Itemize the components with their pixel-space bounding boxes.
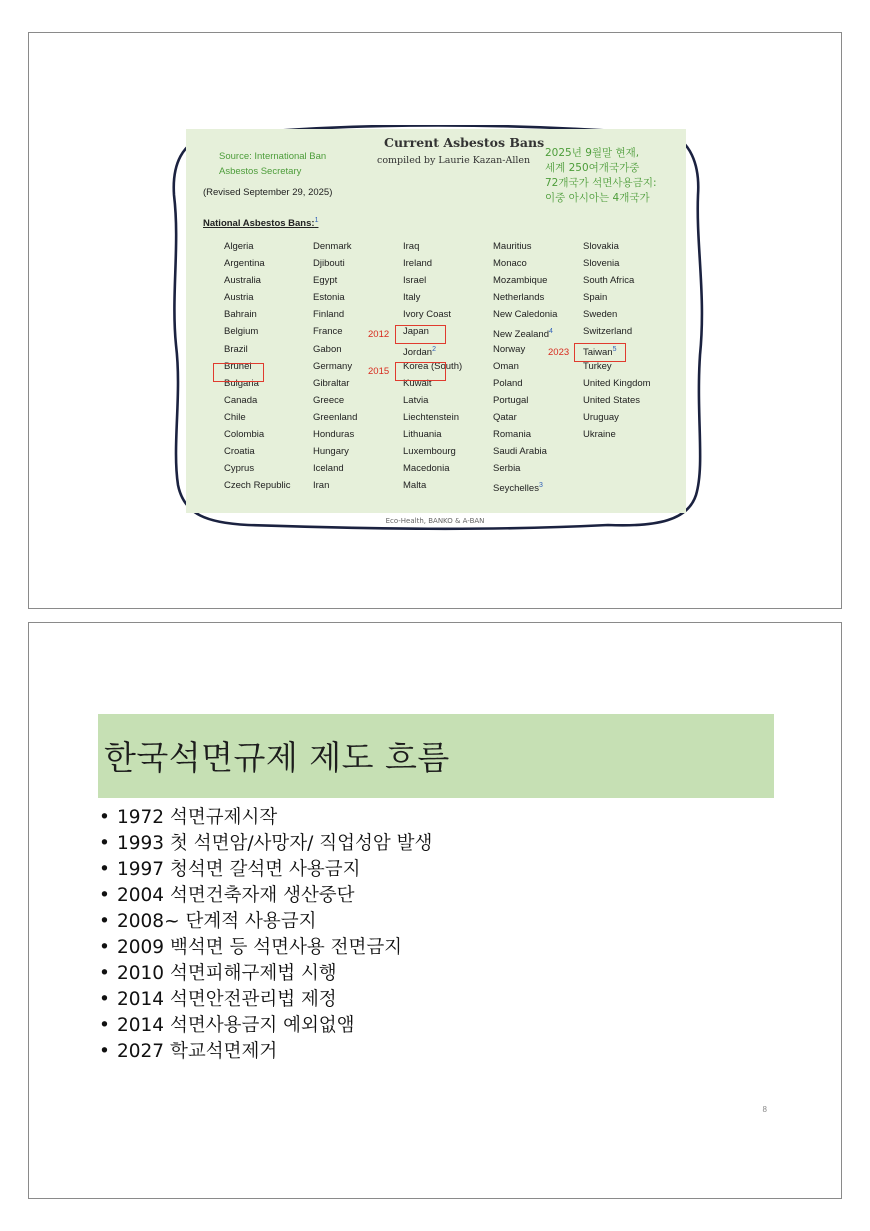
country-name: Italy xyxy=(403,292,421,304)
country-entry xyxy=(224,241,291,258)
country-name: Croatia xyxy=(224,446,255,458)
timeline-text: 1997 청석면 갈석면 사용금지 xyxy=(117,859,361,880)
country-name: Greece xyxy=(313,394,345,406)
country-name: Netherlands xyxy=(493,292,545,304)
country-entry xyxy=(313,309,357,326)
country-entry xyxy=(403,292,462,309)
country-entry xyxy=(583,241,651,258)
country-name: Turkey xyxy=(583,360,612,372)
country-name: Sweden xyxy=(583,309,618,321)
timeline-text: 2014 석면안전관리법 제정 xyxy=(117,989,337,1010)
footnote-marker: 4 xyxy=(548,328,553,336)
country-entry xyxy=(583,429,651,446)
country-entry xyxy=(403,463,462,480)
country-entry xyxy=(403,429,462,446)
country-entry xyxy=(583,258,651,275)
country-entry xyxy=(224,480,291,497)
country-name: Greenland xyxy=(313,411,358,423)
country-entry xyxy=(224,446,291,463)
country-entry xyxy=(583,326,651,343)
timeline-item xyxy=(99,805,432,831)
bullet: • xyxy=(99,937,110,958)
country-entry xyxy=(224,412,291,429)
timeline-item xyxy=(99,935,432,961)
country-name: Ukraine xyxy=(583,429,616,441)
country-entry xyxy=(313,412,357,429)
country-entry xyxy=(493,361,557,378)
country-entry xyxy=(224,463,291,480)
country-name: New Caledonia xyxy=(493,309,558,321)
country-name: Ivory Coast xyxy=(403,309,452,321)
country-entry xyxy=(313,446,357,463)
bullet: • xyxy=(99,859,110,880)
country-entry xyxy=(313,326,357,343)
country-name: Lithuania xyxy=(403,429,442,441)
korean-annotation xyxy=(545,146,705,206)
country-entry xyxy=(403,258,462,275)
country-name: United States xyxy=(583,394,641,406)
country-entry xyxy=(313,258,357,275)
country-name: Australia xyxy=(224,275,261,287)
year-mark-korea: 2015 xyxy=(368,366,390,377)
country-name: France xyxy=(313,326,343,338)
country-name: Romania xyxy=(493,429,532,441)
country-name: Colombia xyxy=(224,429,265,441)
bullet: • xyxy=(99,1015,110,1036)
country-entry xyxy=(224,292,291,309)
annotation-line: 세계 250여개국가중 xyxy=(545,162,640,174)
country-entry xyxy=(493,429,557,446)
country-entry xyxy=(403,480,462,497)
country-name: Slovakia xyxy=(583,241,619,252)
country-entry xyxy=(493,258,557,275)
bullet: • xyxy=(99,1041,110,1062)
country-name: Ireland xyxy=(403,258,433,270)
source-line: Source: International Ban xyxy=(219,151,327,162)
source-note xyxy=(219,149,359,179)
timeline-text: 2010 석면피해구제법 시행 xyxy=(117,963,337,984)
country-name: Djibouti xyxy=(313,258,345,270)
country-name: Switzerland xyxy=(583,326,633,338)
annotation-line: 2025년 9월말 현재, xyxy=(545,147,640,159)
country-name: Serbia xyxy=(493,463,521,475)
country-name: Estonia xyxy=(313,292,345,304)
country-name: Bulgaria xyxy=(224,377,259,389)
country-entry xyxy=(583,275,651,292)
country-name: Germany xyxy=(313,360,353,372)
country-name: Brazil xyxy=(224,343,248,355)
country-name: Macedonia xyxy=(403,463,450,475)
country-name: Norway xyxy=(493,343,526,355)
country-entry xyxy=(403,241,462,258)
national-bans-heading xyxy=(203,217,318,229)
country-name: Poland xyxy=(493,377,523,389)
annotation-line: 72개국가 석면사용금지: xyxy=(545,177,657,189)
timeline-item xyxy=(99,1039,432,1065)
country-name: Bahrain xyxy=(224,309,257,321)
country-name: Cyprus xyxy=(224,463,255,475)
slide-title: 한국석면규제 제도 흐름 xyxy=(104,738,450,777)
country-name: Japan xyxy=(403,326,429,338)
country-name: Czech Republic xyxy=(224,480,291,492)
regulation-timeline xyxy=(99,805,432,1065)
country-entry xyxy=(583,292,651,309)
country-entry xyxy=(583,378,651,395)
bullet: • xyxy=(99,989,110,1010)
country-name: Honduras xyxy=(313,429,355,441)
country-name: Brunei xyxy=(224,360,252,372)
asbestos-bans-image xyxy=(186,129,686,513)
country-entry xyxy=(493,326,557,343)
timeline-item xyxy=(99,909,432,935)
timeline-text: 2014 석면사용금지 예외없앰 xyxy=(117,1015,355,1036)
country-name: South Africa xyxy=(583,275,635,287)
country-entry xyxy=(403,412,462,429)
country-entry xyxy=(493,275,557,292)
country-name: Monaco xyxy=(493,258,527,270)
country-entry xyxy=(313,344,357,361)
country-name: Oman xyxy=(493,360,519,372)
slide-2 xyxy=(28,622,842,1199)
country-entry xyxy=(313,395,357,412)
country-name: Liechtenstein xyxy=(403,411,459,423)
country-entry xyxy=(493,446,557,463)
country-entry xyxy=(583,395,651,412)
timeline-text: 1993 첫 석면암/사망자/ 직업성암 발생 xyxy=(117,833,433,854)
country-entry xyxy=(313,275,357,292)
image-title: Current Asbestos Bans xyxy=(384,135,545,150)
timeline-text: 2004 석면건축자재 생산중단 xyxy=(117,885,355,906)
country-name: Iraq xyxy=(403,241,420,252)
country-name: Spain xyxy=(583,292,608,304)
country-entry xyxy=(224,275,291,292)
timeline-text: 2009 백석면 등 석면사용 전면금지 xyxy=(117,937,403,958)
revised-date: (Revised September 29, 2025) xyxy=(203,187,333,198)
timeline-item xyxy=(99,1013,432,1039)
country-name: Argentina xyxy=(224,258,265,270)
slide-1 xyxy=(28,32,842,609)
country-name: Israel xyxy=(403,275,427,287)
country-name: Mozambique xyxy=(493,275,548,287)
bullet: • xyxy=(99,833,110,854)
country-entry xyxy=(313,241,357,258)
country-name: Qatar xyxy=(493,411,517,423)
country-entry xyxy=(403,275,462,292)
year-mark-japan: 2012 xyxy=(368,329,390,340)
timeline-item xyxy=(99,961,432,987)
country-name: Iceland xyxy=(313,463,344,475)
country-name: Gibraltar xyxy=(313,377,350,389)
country-name: Kuwait xyxy=(403,377,432,389)
country-name: Finland xyxy=(313,309,345,321)
highlight-box-japan xyxy=(395,325,446,344)
country-name: Portugal xyxy=(493,394,529,406)
country-name: Hungary xyxy=(313,446,349,458)
country-entry xyxy=(403,446,462,463)
country-entry xyxy=(493,241,557,258)
country-entry xyxy=(583,412,651,429)
country-name: United Kingdom xyxy=(583,377,651,389)
timeline-text: 2008~ 단계적 사용금지 xyxy=(117,911,317,932)
country-column xyxy=(493,241,557,497)
bullet: • xyxy=(99,963,110,984)
country-name: Seychelles xyxy=(493,483,539,495)
country-entry xyxy=(583,361,651,378)
source-line: Asbestos Secretary xyxy=(219,166,302,177)
country-name: Uruguay xyxy=(583,411,619,423)
timeline-text: 1972 석면규제시작 xyxy=(117,807,278,828)
country-name: Iran xyxy=(313,480,330,492)
country-name: Taiwan xyxy=(583,346,613,358)
bullet: • xyxy=(99,807,110,828)
country-entry xyxy=(313,361,357,378)
annotation-line: 이중 아시아는 4개국가 xyxy=(545,192,650,204)
country-entry xyxy=(493,309,557,326)
country-name: Saudi Arabia xyxy=(493,446,547,458)
country-entry xyxy=(583,309,651,326)
country-entry xyxy=(313,378,357,395)
country-entry xyxy=(493,480,557,497)
country-entry xyxy=(224,429,291,446)
timeline-item xyxy=(99,831,432,857)
country-name: Belgium xyxy=(224,326,259,338)
country-entry xyxy=(403,309,462,326)
bullet: • xyxy=(99,885,110,906)
heading-text: National Asbestos Bans: xyxy=(203,218,315,230)
country-name: Mauritius xyxy=(493,241,532,252)
country-name: Korea (South) xyxy=(403,360,463,372)
country-name: Denmark xyxy=(313,241,352,252)
country-entry xyxy=(313,429,357,446)
country-entry xyxy=(493,292,557,309)
bullet: • xyxy=(99,911,110,932)
country-entry xyxy=(224,309,291,326)
country-name: Malta xyxy=(403,480,427,492)
country-name: Austria xyxy=(224,292,254,304)
footnote-marker: 1 xyxy=(314,217,319,224)
country-entry xyxy=(313,480,357,497)
footnote-marker: 2 xyxy=(432,345,436,353)
country-entry xyxy=(403,395,462,412)
country-entry xyxy=(224,326,291,343)
country-name: Luxembourg xyxy=(403,446,456,458)
country-entry xyxy=(493,463,557,480)
country-name: Slovenia xyxy=(583,258,620,270)
timeline-item xyxy=(99,987,432,1013)
image-subtitle: compiled by Laurie Kazan-Allen xyxy=(377,155,531,166)
country-column xyxy=(313,241,357,497)
highlight-box-taiwan xyxy=(574,343,626,362)
timeline-item xyxy=(99,857,432,883)
country-entry xyxy=(313,292,357,309)
page-number: 8 xyxy=(762,1105,767,1114)
highlight-box-korea xyxy=(395,362,446,381)
country-name: Egypt xyxy=(313,275,338,287)
country-entry xyxy=(493,412,557,429)
country-name: Chile xyxy=(224,411,246,423)
country-name: Gabon xyxy=(313,343,342,355)
country-name: New Zealand xyxy=(493,329,549,341)
country-entry xyxy=(224,258,291,275)
country-name: Canada xyxy=(224,394,258,406)
slide-footer: Eco-Health, BANKO & A-BAN xyxy=(385,517,485,525)
country-entry xyxy=(224,344,291,361)
country-entry xyxy=(403,344,462,361)
title-band xyxy=(98,714,774,798)
country-entry xyxy=(224,395,291,412)
country-name: Jordan xyxy=(403,346,433,358)
country-name: Latvia xyxy=(403,394,429,406)
year-mark-taiwan: 2023 xyxy=(548,347,570,358)
footnote-marker: 3 xyxy=(538,482,543,490)
country-entry xyxy=(493,378,557,395)
timeline-item xyxy=(99,883,432,909)
country-entry xyxy=(313,463,357,480)
country-entry xyxy=(493,395,557,412)
highlight-box-brunei xyxy=(213,360,264,382)
country-name: Algeria xyxy=(224,241,254,252)
timeline-text: 2027 학교석면제거 xyxy=(117,1041,278,1062)
footnote-marker: 5 xyxy=(612,345,617,353)
